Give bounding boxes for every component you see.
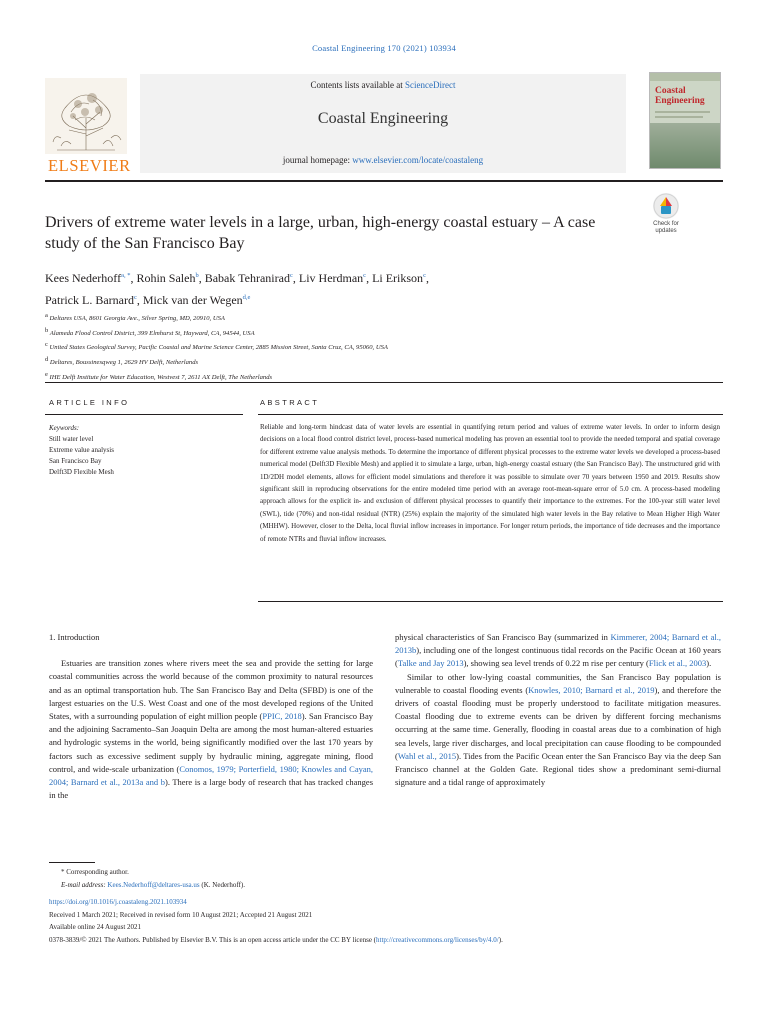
article-info-heading: ARTICLE INFO: [49, 398, 130, 407]
keyword-item: Still water level: [49, 435, 94, 443]
affiliation-item: [45, 354, 695, 369]
section-rule: [45, 382, 723, 383]
license-line: [49, 934, 749, 947]
paragraph-text: ). Tides from the Pacific Ocean enter the San Francisco Bay via the deep San Francisco channel at the Golden Gate. Regional tides show a predominant semi-diurnal signature and a tidal range of approximately: [395, 750, 722, 788]
affiliation-list: [45, 310, 695, 383]
license-link[interactable]: http://creativecommons.org/licenses/by/4.0/: [376, 935, 499, 944]
author-separator: ,: [292, 271, 299, 285]
journal-cover-image: [649, 72, 721, 169]
email-line: [49, 879, 749, 892]
sciencedirect-link[interactable]: ScienceDirect: [405, 80, 456, 90]
homepage-link[interactable]: www.elsevier.com/locate/coastaleng: [352, 155, 484, 165]
author-separator: ,: [366, 271, 373, 285]
citation-link[interactable]: Knowles, 2010; Barnard et al., 2019: [528, 684, 655, 695]
author-name[interactable]: Kees Nederhoff: [45, 271, 122, 285]
keywords-label: Keywords:: [49, 424, 80, 432]
citation-link[interactable]: Kimmerer, 2004; Barnard et al., 2013b: [395, 632, 721, 656]
email-label: E-mail address:: [61, 880, 108, 889]
journal-reference[interactable]: Coastal Engineering 170 (2021) 103934: [312, 43, 456, 53]
author-affiliation-mark[interactable]: c: [133, 294, 137, 301]
cover-title: [655, 87, 705, 106]
abstract-text: Reliable and long-term hindcast data of water levels are essential in quantifying return period and values of extreme water levels. In order to inform design decisions on a local flood control district level, process-based numerical modeling has proven an essential tool to provide the needed temporal and spatial coverage for different extreme value analysis methods. To determine the importance of different physical processes to the extreme water levels we developed a process-based numerical model (Delft3D Flexible Mesh) and applied it to simulate a large, urban, high-energy coastal estuary (the San Francisco Bay). The unstructured grid with 1D/2DH model elements, allows for efficient model simulations and therefore it was possible to simulate over 70 years between 1950 and 2019. Results show significant skill in reproducing observations for the entire modeled time period with an average root-mean-square error of 5.0 cm. A process-based modeling approach allows for the explicit in- and exclusion of different physical processes to quantify their importance to the extremes. For the 100-year still water level (SWL), tide (70%) and non-tidal residual (NTR) (25%) explain the majority of the simulated high water levels in the Bay relative to Mean Higher High Water (MHHW). However, closer to the Delta, local fluvial inflow increases in importance. For longer return periods, the importance of tide decreases and the importance of remote NTRs and fluvial inflow increases.: [260, 423, 720, 543]
author-affiliation-mark[interactable]: b: [195, 272, 199, 279]
cover-line: [655, 111, 710, 113]
cover-top-band: [650, 73, 720, 81]
author-affiliation-mark[interactable]: c: [423, 272, 426, 279]
author-affiliation-mark[interactable]: c: [363, 272, 367, 279]
cover-title-line2: Engineering: [655, 95, 705, 106]
contents-prefix: Contents lists available at: [310, 80, 405, 90]
affiliation-text: Alameda Flood Control District, 399 Elmhurst St, Hayward, CA, 94544, USA: [48, 329, 255, 337]
affiliation-key: e: [45, 370, 48, 378]
journal-banner: [140, 74, 626, 173]
introduction-heading: 1. Introduction: [49, 632, 100, 642]
crossmark-graphic: [653, 193, 679, 219]
paragraph-text: ).: [706, 658, 712, 669]
journal-header: [45, 70, 723, 176]
paragraph-text: Estuaries are transition zones where rivers meet the sea and provide the setting for large coastal communities across the world because of the common proximity to natural resources and as an optimal transportation hub. The San Francisco Bay and Delta (SFBD) is one of the largest estuaries on the U.S. West Coast and one of the most developed regions of the United States, with a surrounding population of eight million people (: [49, 658, 373, 722]
citation-link[interactable]: Flick et al., 2003: [648, 658, 707, 669]
author-name[interactable]: Liv Herdman: [298, 271, 364, 285]
affiliation-item: [45, 310, 695, 325]
paragraph-text: physical characteristics of San Francisco Bay (summarized in: [395, 632, 611, 642]
paragraph-text: ), and therefore the drivers of coastal flooding must be properly understood to facilitate mitigation measures. Coastal flooding due to extreme events can be driven by different forcing mechanisms occurring at the same time. Generally, flooding in coastal areas due to a combination of high sea levels, large river discharges, and local precipitation can cause flooding to be compounded (: [395, 684, 721, 761]
affiliation-key: c: [45, 341, 48, 349]
abstract-heading: ABSTRACT: [260, 398, 320, 407]
body-column-left: [49, 631, 373, 802]
affiliation-item: [45, 339, 695, 354]
cover-title-line1: Coastal: [655, 86, 686, 96]
author-separator: ,: [198, 271, 205, 285]
author-affiliation-mark[interactable]: d,e: [242, 294, 251, 301]
article-title: Drivers of extreme water levels in a large, urban, high-energy coastal estuary – A case study of the San Francisco Bay: [45, 214, 596, 252]
author-separator: ,: [130, 271, 137, 285]
keyword-item: Delft3D Flexible Mesh: [49, 468, 114, 476]
introduction-paragraph: [395, 671, 721, 790]
affiliation-text: Deltares, Boussinesqweg 1, 2629 HV Delft, Netherlands: [48, 359, 199, 367]
elsevier-logo: [45, 78, 131, 175]
keyword-item: San Francisco Bay: [49, 457, 102, 465]
paragraph-text: ), showing sea level trends of 0.22 m rise per century (: [463, 658, 649, 669]
affiliation-item: [45, 325, 695, 340]
paragraph-text: ). There is a large body of research that has tracked changes in the: [49, 777, 374, 801]
introduction-paragraph: [395, 631, 721, 671]
author-separator: ,: [425, 271, 429, 285]
homepage-prefix: journal homepage:: [282, 155, 353, 165]
journal-title: Coastal Engineering: [317, 110, 449, 127]
footnotes: [49, 866, 749, 946]
affiliation-text: IHE Delft Institute for Water Education, Westvest 7, 2611 AX Delft, The Netherlands: [47, 373, 273, 381]
keyword-item: Extreme value analysis: [49, 446, 114, 454]
keywords-block: [49, 423, 239, 478]
check-for-updates-button[interactable]: [646, 193, 686, 234]
author-name[interactable]: Patrick L. Barnard: [45, 293, 134, 307]
affiliation-text: Deltares USA, 8601 Georgia Ave., Silver Spring, MD, 20910, USA: [47, 315, 225, 323]
email-suffix: (K. Nederhoff).: [199, 880, 245, 889]
author-name[interactable]: Rohin Saleh: [136, 271, 196, 285]
license-prefix: 0378-3839/© 2021 The Authors. Published by Elsevier B.V. This is an open access article under the CC BY license (: [49, 935, 377, 944]
author-name[interactable]: Babak Tehranirad: [204, 271, 290, 285]
abstract-bottom-rule: [258, 601, 723, 602]
crossmark-icon: [653, 193, 679, 219]
available-online: Available online 24 August 2021: [49, 923, 142, 931]
footnote-rule: [49, 862, 95, 863]
body-column-right: [395, 631, 721, 789]
elsevier-tree-icon: [45, 78, 127, 154]
affiliation-key: a: [45, 312, 48, 319]
paragraph-text: Similar to other low-lying coastal communities, the San Francisco Bay population is vulnerable to coastal flooding events (: [395, 671, 721, 695]
header-rule: [45, 180, 723, 182]
citation-link[interactable]: Conomos, 1979; Porterfield, 1980; Knowles and Cayan, 2004; Barnard et al., 2013a and b: [49, 763, 373, 788]
affiliation-key: d: [45, 356, 49, 364]
cover-line: [655, 116, 703, 118]
abstract-rule: [258, 414, 723, 415]
received-dates: Received 1 March 2021; Received in revised form 10 August 2021; Accepted 21 August 2021: [49, 910, 313, 919]
corresponding-author-note: * Corresponding author.: [61, 868, 129, 876]
author-name[interactable]: Mick van der Wegen: [142, 293, 243, 307]
crossmark-label: Check for updates: [653, 221, 679, 234]
paragraph-text: ), including one of the longest continuous tidal records on the Pacific Ocean at 160 years (: [395, 645, 721, 669]
article-info-rule: [45, 414, 243, 415]
citation-link[interactable]: Wahl et al., 2015: [397, 750, 457, 761]
email-link[interactable]: Kees.Nederhoff@deltares-usa.us: [107, 880, 200, 889]
license-suffix: ).: [498, 935, 503, 944]
author-affiliation-mark[interactable]: c: [289, 272, 293, 279]
doi-link[interactable]: https://doi.org/10.1016/j.coastaleng.2021.103934: [49, 898, 187, 906]
cover-photo: [650, 123, 720, 168]
affiliation-text: United States Geological Survey, Pacific Coastal and Marine Science Center, 2885 Mission Street, Santa Cruz, CA, 95060, USA: [47, 344, 388, 352]
citation-link[interactable]: Talke and Jay 2013: [397, 658, 464, 669]
citation-link[interactable]: PPIC, 2018: [262, 711, 302, 722]
author-separator: ,: [136, 293, 143, 307]
introduction-paragraph: [49, 657, 373, 802]
contents-line: [140, 80, 626, 90]
paragraph-text: ). San Francisco Bay and the adjoining Sacramento–San Joaquin Delta are among the most human-altered estuaries and hydrologic systems in the world, being significantly modified over the last 170 years by factors such as excessive sediment supply by hydraulic mining, aggregate mining, flood control, and wide-scale urbanization (: [49, 711, 373, 774]
homepage-line: [140, 155, 626, 165]
author-name[interactable]: Li Erikson: [372, 271, 424, 285]
elsevier-wordmark: ELSEVIER: [48, 156, 131, 175]
author-list: [45, 266, 695, 310]
author-affiliation-mark[interactable]: a, *: [121, 272, 131, 279]
affiliation-key: b: [45, 326, 49, 334]
